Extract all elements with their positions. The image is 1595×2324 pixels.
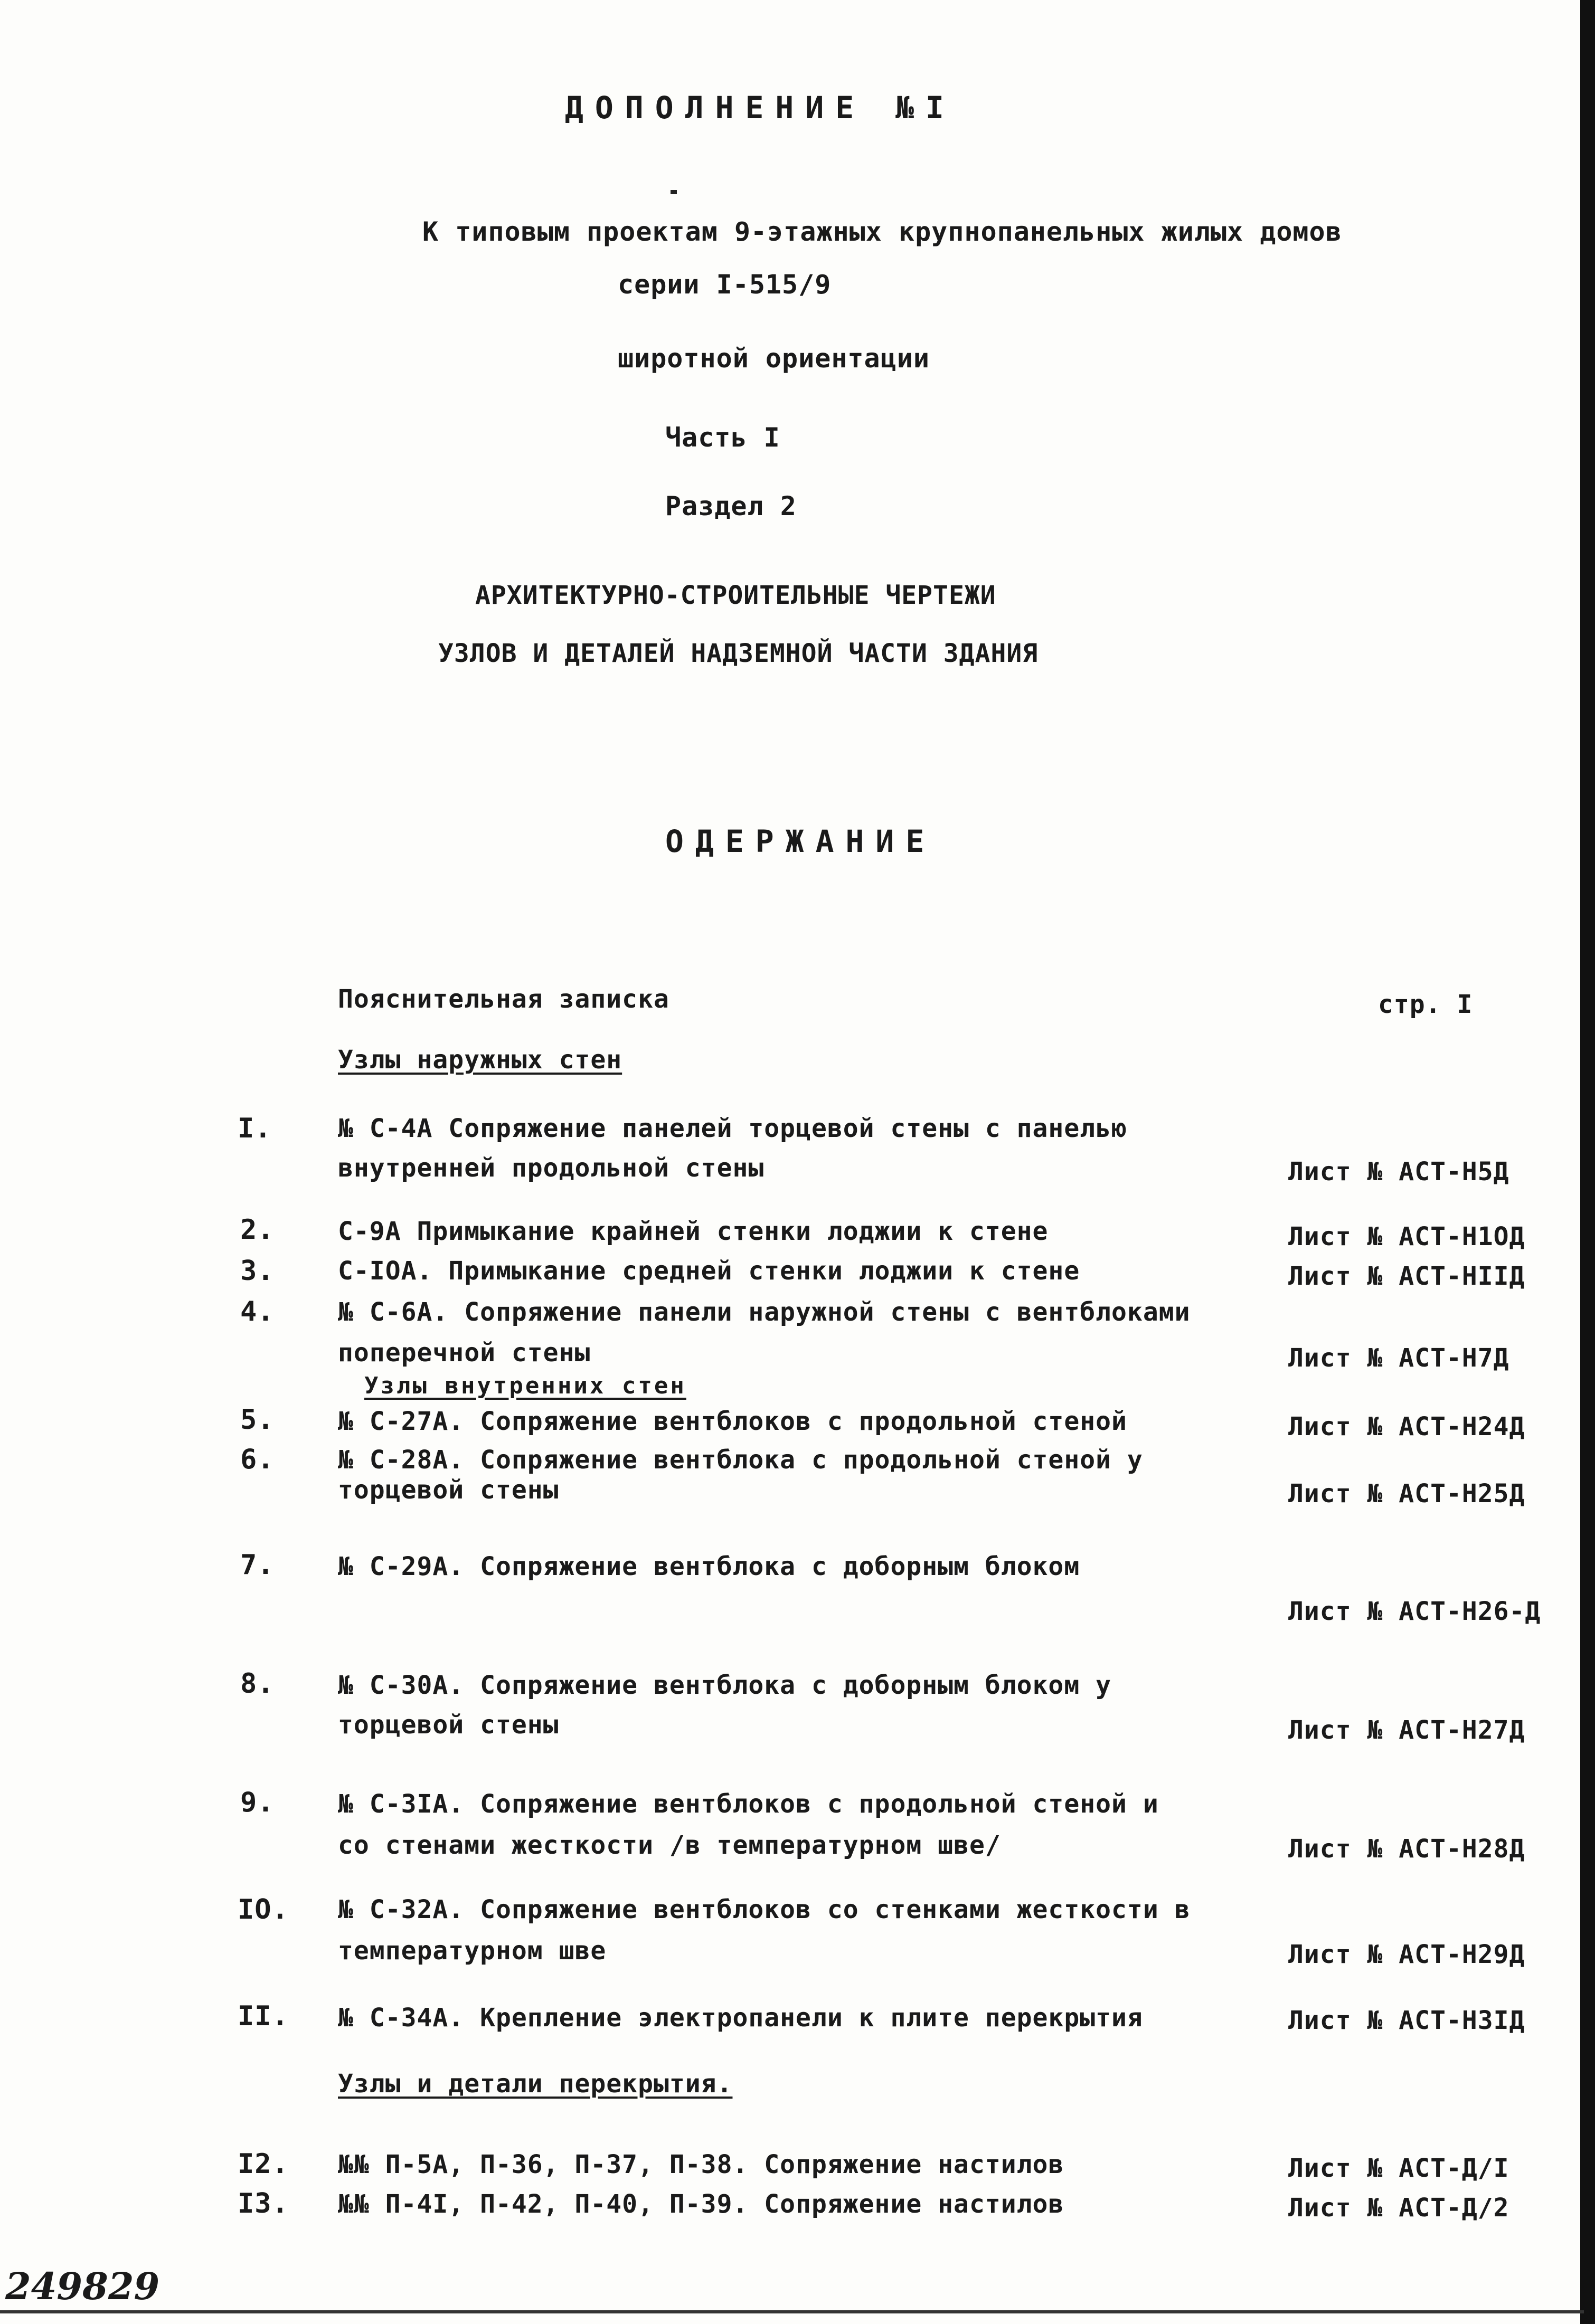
item-sheet-ref: Лист № АСТ-Н27Д xyxy=(1288,1715,1525,1745)
page-bottom-rule xyxy=(0,2310,1584,2313)
explanatory-note-label: Пояснительная записка xyxy=(338,984,669,1014)
group-heading-floors: Узлы и детали перекрытия. xyxy=(338,2069,733,2099)
item-number: I2. xyxy=(238,2148,289,2180)
item-number: IO. xyxy=(238,1894,289,1925)
page-right-border xyxy=(1580,0,1595,2324)
item-sheet-ref: Лист № АСТ-Н25Д xyxy=(1288,1479,1525,1509)
explanatory-note-page: стр. I xyxy=(1378,990,1473,1019)
item-title-continued: поперечной стены xyxy=(338,1338,591,1368)
item-title: С-IОА. Примыкание средней стенки лоджии к стене xyxy=(338,1256,1080,1286)
caps-heading-1: АРХИТЕКТУРНО-СТРОИТЕЛЬНЫЕ ЧЕРТЕЖИ xyxy=(475,581,996,610)
item-sheet-ref: Лист № АСТ-Н5Д xyxy=(1288,1157,1509,1187)
document-title: ДОПОЛНЕНИЕ №I xyxy=(565,90,956,126)
section-label: Раздел 2 xyxy=(665,491,797,521)
item-number: I3. xyxy=(238,2188,289,2219)
item-number: I. xyxy=(238,1113,272,1144)
item-number: 7. xyxy=(240,1549,275,1581)
part-label: Часть I xyxy=(665,422,780,453)
item-sheet-ref: Лист № АСТ-Н26-Д xyxy=(1288,1597,1541,1626)
item-number: 8. xyxy=(240,1668,275,1700)
item-title: № С-32А. Сопряжение вентблоков со стенками жесткости в xyxy=(338,1895,1191,1924)
item-sheet-ref: Лист № АСТ-Н7Д xyxy=(1288,1343,1509,1373)
caps-heading-2: УЗЛОВ И ДЕТАЛЕЙ НАДЗЕМНОЙ ЧАСТИ ЗДАНИЯ xyxy=(438,639,1039,668)
item-title-continued: торцевой стены xyxy=(338,1710,559,1740)
item-number: 3. xyxy=(240,1255,275,1287)
item-number: 4. xyxy=(240,1296,275,1327)
item-title-continued: торцевой стены xyxy=(338,1475,559,1505)
item-title: № С-4А Сопряжение панелей торцевой стены с панелью xyxy=(338,1114,1127,1143)
contents-title: ОДЕРЖАНИЕ xyxy=(665,823,936,859)
item-number: 5. xyxy=(240,1404,275,1436)
group-heading-inner-walls: Узлы внутренних стен xyxy=(364,1372,686,1399)
item-number: 6. xyxy=(240,1444,275,1475)
item-title-continued: внутренней продольной стены xyxy=(338,1153,765,1183)
item-number: II. xyxy=(238,2000,289,2032)
item-title: С-9А Примыкание крайней стенки лоджии к стене xyxy=(338,1217,1049,1246)
item-title: № С-30А. Сопряжение вентблока с доборным блоком у xyxy=(338,1671,1112,1700)
item-sheet-ref: Лист № АСТ-Д/I xyxy=(1288,2154,1509,2183)
item-sheet-ref: Лист № АСТ-Д/2 xyxy=(1288,2193,1509,2223)
item-sheet-ref: Лист № АСТ-Н3IД xyxy=(1288,2006,1525,2035)
item-sheet-ref: Лист № АСТ-Н29Д xyxy=(1288,1940,1525,1969)
item-title: № С-6А. Сопряжение панели наружной стены с вентблоками xyxy=(338,1297,1191,1327)
item-title-continued: со стенами жесткости /в температурном шве/ xyxy=(338,1830,1001,1860)
item-title: №№ П-4I, П-42, П-40, П-39. Сопряжение настилов xyxy=(338,2189,1064,2219)
item-title-continued: температурном шве xyxy=(338,1936,607,1966)
item-title: № С-29А. Сопряжение вентблока с доборным блоком xyxy=(338,1552,1080,1581)
subtitle-orientation: широтной ориентации xyxy=(618,343,930,374)
item-title: № С-3IА. Сопряжение вентблоков с продольной стеной и xyxy=(338,1789,1159,1819)
ink-dot xyxy=(671,190,677,194)
item-title: №№ П-5А, П-36, П-37, П-38. Сопряжение настилов xyxy=(338,2150,1064,2179)
subtitle-series: серии I-515/9 xyxy=(618,269,832,300)
item-sheet-ref: Лист № АСТ-Н28Д xyxy=(1288,1834,1525,1864)
subtitle-line-1: К типовым проектам 9-этажных крупнопанельных жилых домов xyxy=(422,216,1342,247)
item-sheet-ref: Лист № АСТ-Н24Д xyxy=(1288,1412,1525,1441)
archive-number-handwritten: 249829 xyxy=(5,2264,160,2308)
item-number: 9. xyxy=(240,1787,275,1818)
item-sheet-ref: Лист № АСТ-Н1ОД xyxy=(1288,1222,1525,1251)
item-sheet-ref: Лист № АСТ-НIIД xyxy=(1288,1261,1525,1291)
item-title: № С-34А. Крепление электропанели к плите перекрытия xyxy=(338,2003,1143,2033)
item-title: № С-27А. Сопряжение вентблоков с продольной стеной xyxy=(338,1407,1127,1436)
group-heading-outer-walls: Узлы наружных стен xyxy=(338,1045,622,1075)
item-number: 2. xyxy=(240,1214,275,1246)
item-title: № С-28А. Сопряжение вентблока с продольной стеной у xyxy=(338,1445,1143,1475)
